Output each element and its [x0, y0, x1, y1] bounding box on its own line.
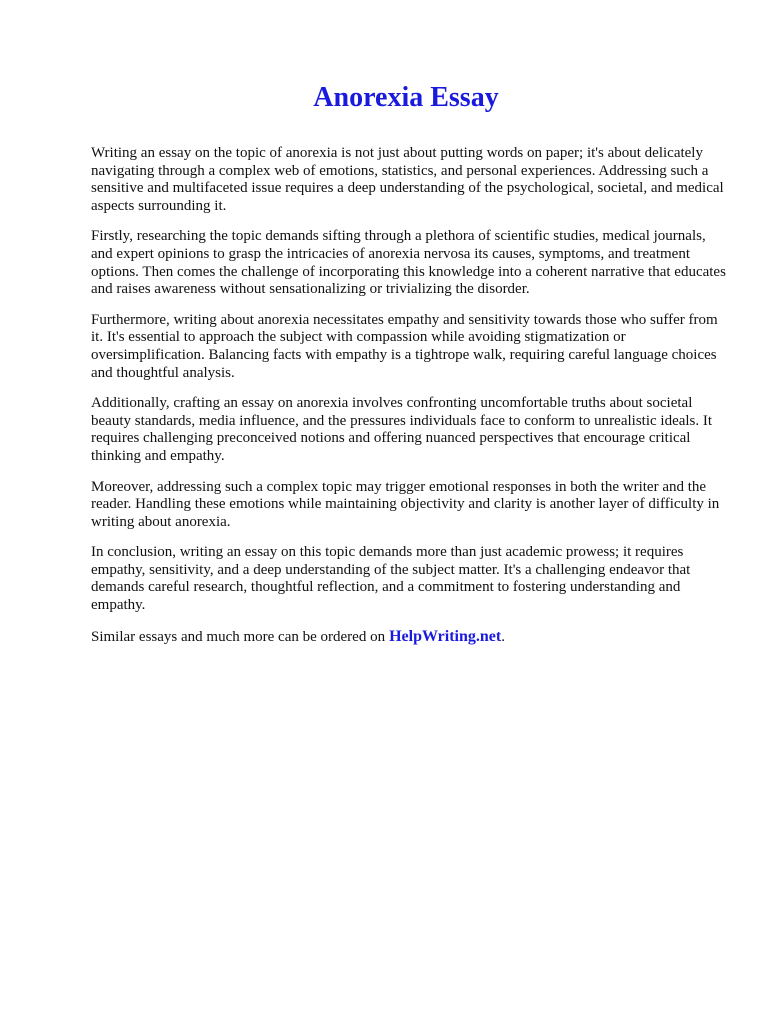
footer-line: [91, 628, 731, 647]
paragraph-4: Additionally, crafting an essay on anorexia involves confronting uncomfortable truths about societal beauty standards, media influence, and the pressures individuals face to conform to unrealistic ideals. It requires challenging preconceived notions and offering nuanced perspectives that encourage critical thinking and empathy.: [91, 395, 713, 464]
footer-suffix: .: [501, 628, 505, 645]
paragraph-5: Moreover, addressing such a complex topic may trigger emotional responses in both the writer and the reader. Handling these emotions while maintaining objectivity and clarity is another layer of difficulty in writing about anorexia.: [91, 478, 720, 530]
page-title: Anorexia Essay: [313, 82, 499, 113]
footer-text: Similar essays and much more can be ordered on: [91, 628, 386, 645]
helpwriting-link[interactable]: HelpWriting.net: [389, 627, 502, 645]
paragraph-2: Firstly, researching the topic demands sifting through a plethora of scientific studies, medical journals, and expert opinions to grasp the intricacies of anorexia nervosa its causes, symptoms, and treatment options. Then comes the challenge of incorporating this knowledge into a coherent narrative that educates and raises awareness without sensationalizing or trivializing the disorder.: [91, 228, 726, 298]
essay-body: [91, 145, 731, 659]
paragraph-1: Writing an essay on the topic of anorexia is not just about putting words on paper; it's about delicately navigating through a complex web of emotions, statistics, and personal experiences. Addressing such a sensitive and multifaceted issue requires a deep understanding of the psychological, societal, and medical aspects surrounding it.: [91, 145, 724, 214]
paragraph-6: In conclusion, writing an essay on this topic demands more than just academic prowess; it requires empathy, sensitivity, and a deep understanding of the subject matter. It's a challenging endeavor that demands careful research, thoughtful reflection, and a commitment to fostering understanding and empathy.: [91, 544, 691, 614]
paragraph-3: Furthermore, writing about anorexia necessitates empathy and sensitivity towards those who suffer from it. It's essential to approach the subject with compassion while avoiding stigmatization or oversimplification. Balancing facts with empathy is a tightrope walk, requiring careful language choices and thoughtful analysis.: [91, 311, 718, 381]
